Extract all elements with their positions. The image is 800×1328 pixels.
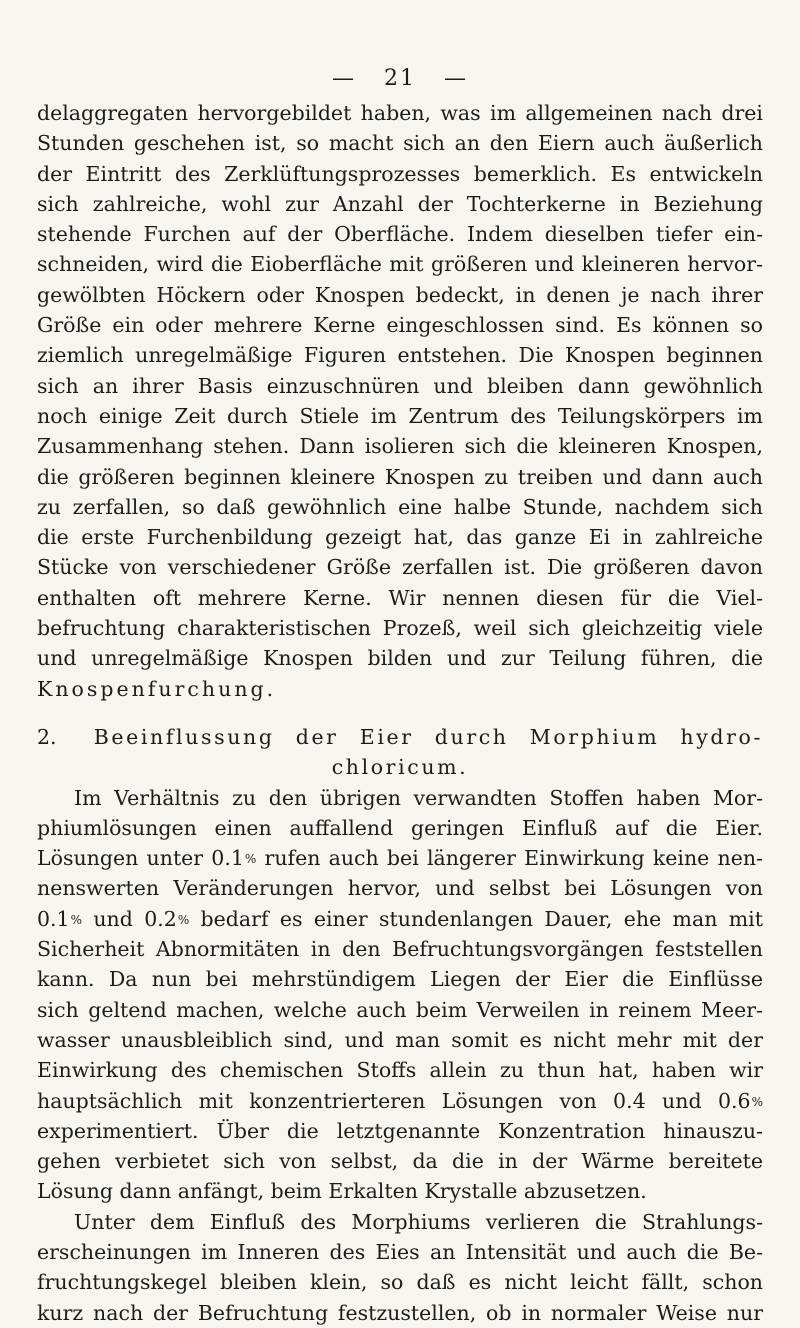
text-line: gehen verbietet sich von selbst, da die in der Wärme bereitete [37, 1149, 763, 1174]
text-line [37, 1086, 763, 1116]
text-line-emphasis [37, 674, 763, 704]
text-fragment: hauptsächlich mit konzentrierteren Lösungen von 0.4 und 0.6 [37, 1088, 751, 1113]
percent-sign: % [70, 912, 83, 927]
text-line: Im Verhältnis zu den übrigen verwandten Stoffen haben Mor- [74, 785, 763, 810]
dash-right: — [444, 66, 468, 91]
text-line: Lösung dann anfängt, beim Erkalten Krystalle abzusetzen. [37, 1179, 647, 1204]
text-line [37, 904, 763, 934]
text-line: Zusammenhang stehen. Dann isolieren sich die kleineren Knospen, [37, 434, 763, 459]
text-line: und unregelmäßige Knospen bilden und zur Teilung führen, die [37, 646, 763, 671]
percent-sign: % [177, 912, 190, 927]
paragraph-continuation [37, 98, 763, 704]
section-number: 2. [37, 724, 57, 749]
text-line: kann. Da nun bei mehrstündigem Liegen der Eier die Einflüsse [37, 967, 763, 992]
text-line: experimentiert. Über die letztgenannte Konzentration hinauszu- [37, 1118, 763, 1143]
text-line: noch einige Zeit durch Stiele im Zentrum des Teilungskörpers im [37, 403, 763, 428]
text-fragment: rufen auch bei längerer Einwirkung keine nen- [264, 846, 763, 871]
text-line: schneiden, wird die Eioberfläche mit größeren und kleineren hervor- [37, 252, 763, 277]
text-line: sich an ihrer Basis einzuschnüren und bleiben dann gewöhnlich [37, 373, 763, 398]
text-line: befruchtung charakteristischen Prozeß, weil sich gleichzeitig viele [37, 616, 763, 641]
text-fragment: und 0.2 [93, 906, 177, 931]
text-line: zu zerfallen, so daß gewöhnlich eine halbe Stunde, nachdem sich [37, 494, 763, 519]
text-line: wasser unausbleiblich sind, und man somit es nicht mehr mit der [37, 1027, 763, 1052]
text-line: kurz nach der Befruchtung festzustellen, ob in normaler Weise nur [37, 1300, 763, 1325]
text-line: Einwirkung des chemischen Stoffs allein zu thun hat, haben wir [37, 1058, 763, 1083]
text-fragment: bedarf es einer stundenlangen Dauer, ehe man mit [200, 906, 763, 931]
text-line: delaggregaten hervorgebildet haben, was im allgemeinen nach drei [37, 101, 763, 125]
text-line: stehende Furchen auf der Oberfläche. Indem dieselben tiefer ein- [37, 222, 763, 247]
heading-line-1 [37, 722, 763, 752]
paragraph-morphium [37, 783, 763, 1207]
heading-line-2 [37, 752, 763, 782]
text-line: ziemlich unregelmäßige Figuren entstehen. Die Knospen beginnen [37, 343, 763, 368]
section-title-part-2: chloricum. [331, 755, 469, 780]
dash-left: — [332, 66, 356, 91]
text-line: sich zahlreiche, wohl zur Anzahl der Tochterkerne in Beziehung [37, 191, 763, 216]
section-title-part-1: Beeinflussung der Eier durch Morphium hydro- [93, 724, 763, 749]
text-line: enthalten oft mehrere Kerne. Wir nennen diesen für die Viel- [37, 585, 763, 610]
text-line [37, 843, 763, 873]
text-line: erscheinungen im Inneren des Eies an Intensität und auch die Be- [37, 1239, 763, 1264]
text-line: sich geltend machen, welche auch beim Verweilen in reinem Meer- [37, 997, 763, 1022]
text-line: Sicherheit Abnormitäten in den Befruchtungsvorgängen feststellen [37, 937, 763, 962]
section-heading [37, 722, 763, 783]
term-knospenfurchung: Knospenfurchung. [37, 676, 277, 701]
text-line: Größe ein oder mehrere Kerne eingeschlossen sind. Es können so [37, 313, 763, 338]
page-header [0, 64, 800, 94]
text-line: der Eintritt des Zerklüftungsprozesses bemerklich. Es entwickeln [37, 161, 763, 186]
text-line: gewölbten Höckern oder Knospen bedeckt, in denen je nach ihrer [37, 282, 763, 307]
percent-sign: % [751, 1094, 763, 1109]
text-fragment: 0.1 [37, 906, 70, 931]
text-line: Stücke von verschiedener Größe zerfallen ist. Die größeren davon [37, 555, 763, 580]
text-line: fruchtungskegel bleiben klein, so daß es nicht leicht fällt, schon [37, 1270, 763, 1295]
text-fragment: Lösungen unter 0.1 [37, 846, 244, 871]
page-body [37, 98, 763, 1328]
text-line: die erste Furchenbildung gezeigt hat, das ganze Ei in zahlreiche [37, 525, 763, 550]
text-line: nenswerten Veränderungen hervor, und selbst bei Lösungen von [37, 876, 763, 901]
paragraph-strahlung [37, 1207, 763, 1328]
text-line: die größeren beginnen kleinere Knospen zu treiben und dann auch [37, 464, 763, 489]
page-number: 21 [384, 66, 416, 91]
text-line: phiumlösungen einen auffallend geringen Einfluß auf die Eier. [37, 815, 763, 840]
text-line: Stunden geschehen ist, so macht sich an den Eiern auch äußerlich [37, 131, 763, 156]
percent-sign: % [244, 852, 257, 867]
text-line: Unter dem Einfluß des Morphiums verlieren die Strahlungs- [74, 1209, 763, 1234]
